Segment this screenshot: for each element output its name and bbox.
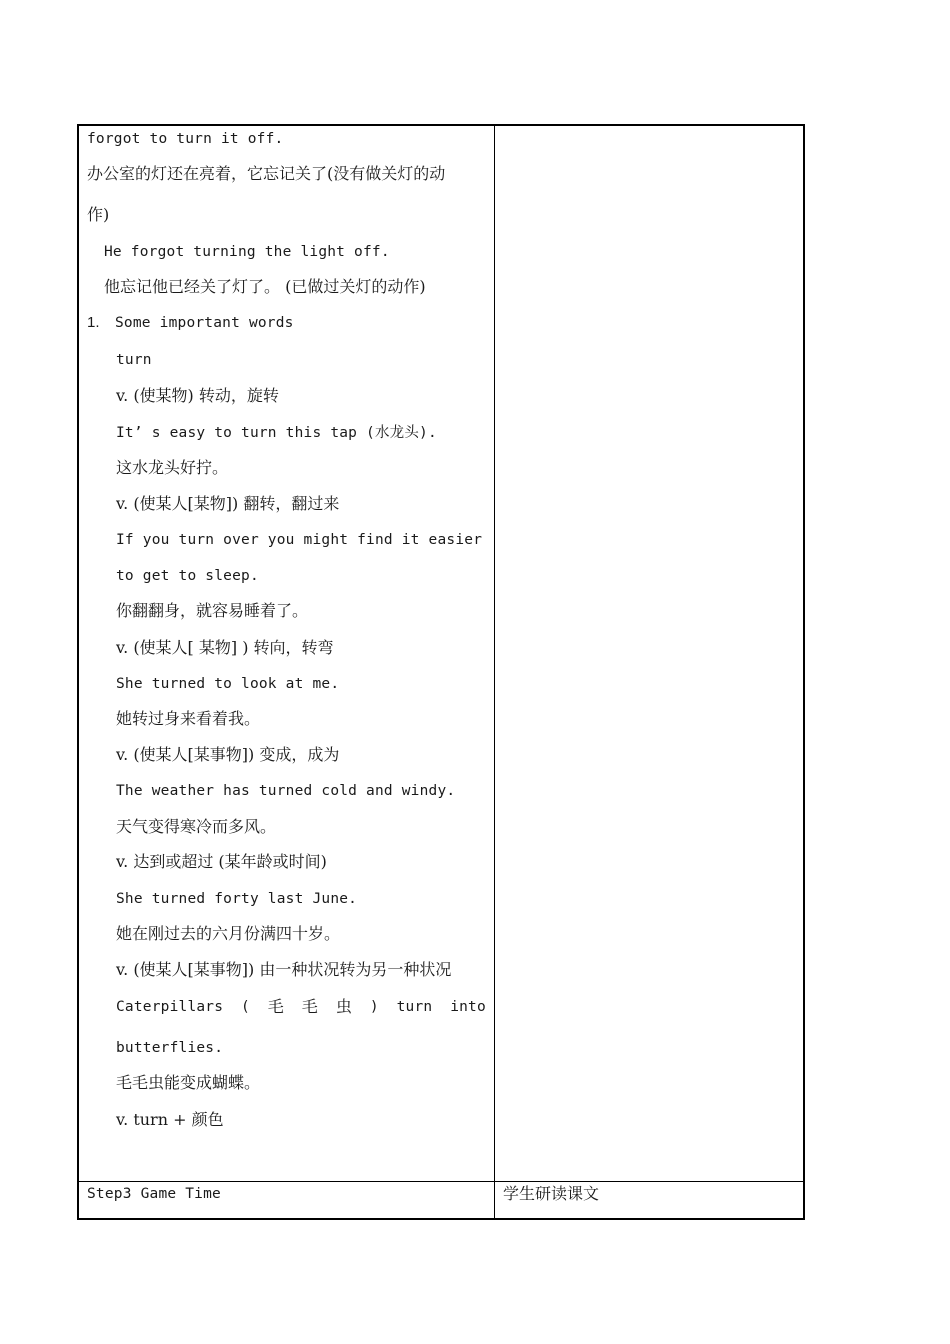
text-line: 他忘记他已经关了灯了。 (已做过关灯的动作) bbox=[104, 277, 426, 296]
text-line: 毛毛虫能变成蝴蝶。 bbox=[116, 1073, 261, 1092]
text-line: If you turn over you might find it easier bbox=[116, 532, 483, 548]
row-divider bbox=[79, 1181, 803, 1182]
text-line: v. turn + 颜色 bbox=[116, 1110, 224, 1129]
text-line: 你翻翻身，就容易睡着了。 bbox=[116, 601, 309, 620]
text-line: v. (使某人[某物]) 翻转，翻过来 bbox=[116, 494, 340, 513]
text-line: v. (使某物) 转动，旋转 bbox=[116, 386, 279, 405]
section-title: Some important words bbox=[115, 315, 294, 331]
column-divider bbox=[494, 126, 495, 1218]
text-line: to get to sleep. bbox=[116, 568, 259, 584]
word: 毛 bbox=[301, 997, 318, 1016]
text-line: She turned to look at me. bbox=[116, 676, 340, 692]
justified-line bbox=[116, 997, 486, 1017]
text-line: 办公室的灯还在亮着，它忘记关了(没有做关灯的动 bbox=[87, 164, 446, 183]
word: 毛 bbox=[267, 997, 284, 1016]
word: Caterpillars bbox=[116, 999, 224, 1015]
text-line: v. (使某人[某事物]) 由一种状况转为另一种状况 bbox=[116, 960, 452, 979]
text-line: v. 达到或超过 (某年龄或时间) bbox=[116, 852, 327, 871]
text-line: 天气变得寒冷而多风。 bbox=[116, 817, 277, 836]
text-line: butterflies. bbox=[116, 1040, 224, 1056]
word: 虫 bbox=[335, 997, 353, 1016]
word: ( bbox=[241, 999, 250, 1015]
text-line: 这水龙头好拧。 bbox=[116, 458, 229, 477]
text-line: forgot to turn it off. bbox=[87, 131, 284, 147]
text-line: 她在刚过去的六月份满四十岁。 bbox=[116, 924, 341, 943]
text-line: The weather has turned cold and windy. bbox=[116, 783, 456, 799]
text-line: He forgot turning the light off. bbox=[104, 244, 390, 260]
step-label: Step3 Game Time bbox=[87, 1186, 221, 1202]
word: into bbox=[450, 999, 486, 1015]
word: turn bbox=[396, 999, 433, 1015]
text-line: 她转过身来看着我。 bbox=[116, 709, 261, 728]
text-line: v. (使某人[ 某物] ) 转向，转弯 bbox=[116, 638, 334, 657]
text-line: turn bbox=[116, 352, 152, 368]
word: ) bbox=[369, 999, 379, 1015]
text-line: It’ s easy to turn this tap (水龙头). bbox=[116, 425, 437, 441]
text-line: v. (使某人[某事物]) 变成，成为 bbox=[116, 745, 340, 764]
text-line: She turned forty last June. bbox=[116, 891, 358, 907]
student-activity-label: 学生研读课文 bbox=[503, 1184, 600, 1203]
section-number: 1. bbox=[87, 314, 100, 331]
text-line: 作) bbox=[87, 205, 110, 224]
